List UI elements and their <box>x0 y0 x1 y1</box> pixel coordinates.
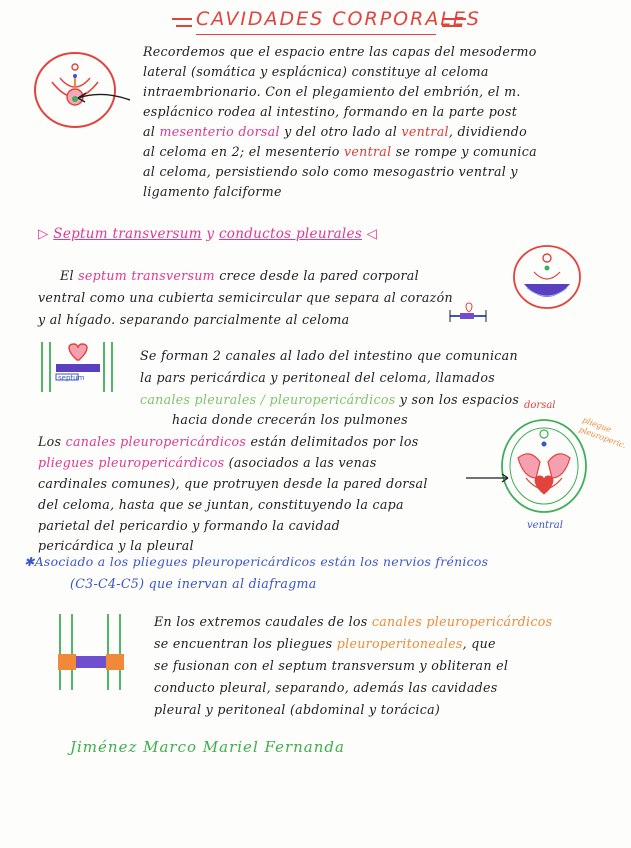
diagram-label-dorsal: dorsal <box>524 400 556 411</box>
pliegues-text: (asociados a las venas <box>224 455 377 470</box>
pliegues-line-6: pericárdica y la pleural <box>38 538 194 553</box>
arrow-to-diagram <box>72 86 132 112</box>
extremos-line-2 <box>154 636 496 651</box>
term-canales-pleuroperic-2: canales pleuropericárdicos <box>371 614 553 629</box>
bullet-triangle-icon: ▷ <box>38 226 54 242</box>
asociado-text: Asociado a los pliegues pleuropericárdicos están los nervios frénicos <box>34 554 489 569</box>
canales-line-3 <box>140 392 519 407</box>
intro-text: al celoma en 2; el mesenterio <box>143 144 344 159</box>
pleuropericardial-diagram <box>496 408 592 528</box>
term-pleuroperitoneales: pleuroperitoneales <box>336 636 463 651</box>
intro-line-5 <box>143 124 527 139</box>
septum-text: crece desde la pared corporal <box>214 268 419 283</box>
intro-line-4: esplácnico rodea al intestino, formando en la parte post <box>143 104 518 119</box>
section-septum: Septum transversum <box>53 226 202 242</box>
intro-text: y del otro lado al <box>279 124 402 139</box>
pliegues-text: Los <box>38 434 66 449</box>
extremos-line-4: conducto pleural, separando, además las cavidades <box>154 680 498 695</box>
term-canales-pleuroperic: canales pleuropericárdicos <box>65 434 247 449</box>
diagram-label-ventral: ventral <box>527 520 563 531</box>
arrow-to-pliegue <box>464 472 514 484</box>
septum-box-label: septum <box>58 374 85 382</box>
pliegues-line-4: del celoma, hasta que se juntan, constituyendo la capa <box>38 497 404 512</box>
septum-text: El <box>60 268 79 283</box>
septum-line-2: ventral como una cubierta semicircular que separa al corazón <box>38 290 453 305</box>
title-underline <box>196 34 436 35</box>
section-conductos: conductos pleurales <box>218 226 363 242</box>
intro-text: se rompe y comunica <box>391 144 537 159</box>
intro-line-1: Recordemos que el espacio entre las capas del mesodermo <box>143 44 537 59</box>
pliegues-line-5: parietal del pericardio y formando la cavidad <box>38 518 340 533</box>
extremos-line-5: pleural y peritoneal (abdominal y torácica) <box>154 702 441 717</box>
diagram-label-side: pliegue pleuroperic. <box>577 415 628 451</box>
intro-text: , dividiendo <box>448 124 527 139</box>
section-end-icon: ◁ <box>362 226 378 242</box>
intro-line-3: intraembrionario. Con el plegamiento del embrión, el m. <box>143 84 521 99</box>
extremos-line-1 <box>154 614 552 629</box>
term-ventral-2: ventral <box>344 144 392 159</box>
extremos-text: En los extremos caudales de los <box>154 614 372 629</box>
canales-text: y son los espacios <box>395 392 520 407</box>
term-septum: septum transversum <box>78 268 215 283</box>
title-dash-right-2 <box>442 25 462 27</box>
pliegues-line-2 <box>38 455 377 470</box>
term-mesenterio-dorsal: mesenterio dorsal <box>159 124 280 139</box>
heart-septum-diagram <box>38 340 120 394</box>
term-canales-pleurales: canales pleurales / pleuropericárdicos <box>140 392 396 407</box>
term-ventral: ventral <box>401 124 449 139</box>
section-joiner: y <box>201 226 219 242</box>
asociado-line-2: (C3-C4-C5) que inervan al diafragma <box>70 576 317 591</box>
canales-line-2: la pars pericárdica y peritoneal del celoma, llamados <box>140 370 495 385</box>
asociado-line-1 <box>24 554 488 569</box>
title-dash-right <box>442 18 466 20</box>
asterisk-icon: ✱ <box>24 554 35 569</box>
intro-line-6 <box>143 144 537 159</box>
extremos-text: se encuentran los pliegues <box>154 636 337 651</box>
pliegues-text: están delimitados por los <box>246 434 419 449</box>
title-dash-left <box>172 18 192 20</box>
intro-line-7: al celoma, persistiendo solo como mesogastrio ventral y <box>143 164 518 179</box>
intro-line-8: ligamento falciforme <box>143 184 282 199</box>
canales-line-1: Se forman 2 canales al lado del intestino que comunican <box>140 348 518 363</box>
septum-cross-section-diagram <box>512 244 582 310</box>
pliegues-line-3: cardinales comunes), que protruyen desde la pared dorsal <box>38 476 428 491</box>
intro-line-2: lateral (somática y esplácnica) constituye al celoma <box>143 64 489 79</box>
extremos-line-3: se fusionan con el septum transversum y obliteran el <box>154 658 509 673</box>
author-signature: Jiménez Marco Mariel Fernanda <box>70 738 345 756</box>
extremos-text: , que <box>462 636 496 651</box>
section-heading <box>38 226 377 242</box>
intro-text: al <box>143 124 160 139</box>
mini-septum-icon <box>446 304 490 326</box>
term-pliegues-pleuroperic: pliegues pleuropericárdicos <box>38 455 225 470</box>
pliegues-line-1 <box>38 434 419 449</box>
canales-line-4: hacia donde crecerán los pulmones <box>172 412 408 427</box>
pleuroperitoneal-diagram <box>54 612 130 692</box>
title-dash-left-2 <box>176 25 192 27</box>
page-title: CAVIDADES CORPORALES <box>196 8 481 30</box>
septum-line-1 <box>60 268 419 283</box>
septum-line-3: y al hígado. separando parcialmente al celoma <box>38 312 350 327</box>
